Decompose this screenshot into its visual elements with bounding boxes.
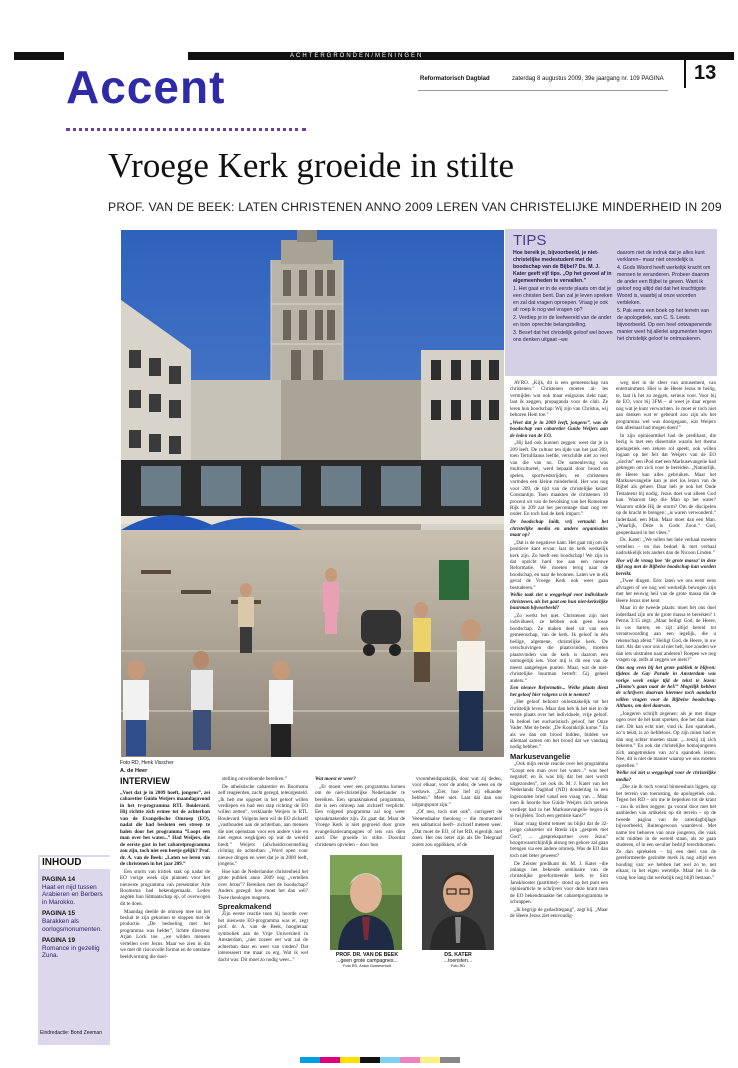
paragraph: „Hij had ook kunnen zeggen: weet dat je in 209 leeft. De cultuur ten tijde van het jaar 209, toen Tertullianus leefde, verschilde niet zo veel van die van nu. De samenleving was multicultureel, werd bepaald door brood en spelen, sportwedstrijden, en christenen vormden een kleine minderheid. Het was nog voor 209, de tijd van de christelijke keizer Constantijn. Toen maakten de christenen 10 procent uit van de bevolking van het Romeinse Rijk in 209 zat het percentage daar nog ver onder. En toch had de kerk impact.” xyxy=(510,440,608,518)
article-column-4 xyxy=(412,776,502,850)
tip-item: 1. Het gaat er in de eerste plaats om dat je een christen bent. Dan zal je leven spreken en zal dat vragen oproepen. Vraag je ook af: roep ik nog wel vragen op? xyxy=(513,286,613,313)
paragraph: weg niet in de sfeer van amusement, van entertainment. Hier is de Heere Jezus te heilig, te, laat ik het zo zeggen, serieus voor. Voor bij de EO, voor bij 3FM – al weet je daar ergens nog wat je kunt verwachten. Je moet er toch niet aan denken wat er gebeurd zou zijn als het programma wel was doorgegaan, wat Weijers dan allemaal had mogen doen!” xyxy=(616,380,716,432)
paragraph: vroomheidspraktijk, door wat zij deden, voor elkaar, voor de ander, de wees en de weduwe. „Ziet, hoe lief zij elkander hebben.” Meer niet. Laat dát dan ons uitgangspunt zijn.” xyxy=(412,776,502,808)
inhoud-page: PAGINA 15 xyxy=(42,910,76,918)
inhoud-item xyxy=(42,910,108,933)
headline: Vroege Kerk groeide in stilte xyxy=(108,146,515,185)
tips-title: TIPS xyxy=(513,232,547,249)
interview-question: Een nieuwe Reformatie... Welke plaats dient het geloof hier volgens u in te nemen? xyxy=(510,685,608,698)
paragraph: „Twee dingen. Eén: laten we ons eerst eens afvragen of we nog wel werkelijk bewogen zijn met het eeuwig heil van de grote massa die de Heere Jezus niet kent. xyxy=(616,578,716,604)
paragraph: De Zeister predikant ds. M. J. Kater –die onlangs het bekende seminaire van de christelijke gereformeerde kerk te Sint Jansklooster (parttime)– stond op het punt een opiniearticle te schrijven voor deze krant toen de EO bekendmaakte het cabaretprogramma te schrappen. xyxy=(510,860,608,906)
paragraph: „Het geloof behoort onlosmakelijk tot het christelijk leven. Maar dan heb ik het niet in de eerste plaats over het individuele, vrije geloof. Ik bedoel het eucharistisch geloof, het Onze Vader. Met de bede: „De Koninkrijk kome.” En als we dan om brood bidden, bidden we allemaal samen om het brood dat we vandaag nodig hebben.” xyxy=(510,699,608,751)
portrait-kater xyxy=(422,855,494,950)
accent-divider xyxy=(66,128,306,131)
caption-kater xyxy=(413,952,503,968)
paragraph: AVRO. „Kijk, dit is een gemeenschap van christenen.” Christenen moeten al- les vermijden wat ook maar enigszins riekt naar, laat ik zeggen, propaganda voor de club. Ze leren hun boodschap: Wij zijn van Christus, wij behoren Hem toe.” xyxy=(510,380,608,419)
paragraph: „Of neo, toch niet ook”, corrigeert de Veenendaalse theoloog – die momenteel een sabbatical heeft– zichzelf meteen weer. „Dat moet de EO, of het RD, eigenlijk niet doen. Het ons beter zijn als De Telegraaf zoiets zou opplikken, of de xyxy=(412,809,502,848)
paragraph: Maandag deelde de omroep mee tot het besluit te zijn gekomen te stoppen met de productie. „De bedoeling met het programma was helder”, lichtte directeur Arjan Lock toe. „we wilden mensen vertellen over Jezus. Maar we zien in dat we met dit risicovolle format en de ontstane beeldvorming die doel- xyxy=(120,908,210,960)
header-rule xyxy=(418,90,668,91)
paragraph: „Dat is de negatieve kant. Het gaat mij om de positieve kant ervan: laat de kerk werkelijk kerk zijn. Zo heeft een boodschap! We zijn in dat opzicht hard toe aan een nieuwe Reformatie. We moeten terug naar de boodschap, en naar de bronnen. Laten we in elk geval de Vroege Kerk ook weer gaan bestuderen.” xyxy=(510,539,608,591)
main-photo xyxy=(121,230,504,757)
portrait-photo xyxy=(330,855,402,950)
paragraph: In zijn opiniearttikel had de predikant, die bezig is met een dissertatie waarin het thema apologetiek een zekere rol speelt, ook willen ingaan op het feit dat Weijers van de EO „slechts” een iPod met een Markusevangelie had gekregen om zich voor te bereiden. „Natuurlijk, de Heere kan alles gebruiken. Maar het Markusevangelie kan je niet los lezen van de Bijbel als geheel. Daar heb je ook het Oude Testament bij nodig. Jezus doet wat alleen God kan. Waarom liep die Man op het water? Waarom stilde Hij de storm? Om de discipelen op de kracht te brengen: „is waren verwonderd.” Inderdaad, een Man. Maar moet dan een Man. „Waarlijk, Deze is Gods Zoon.” God, geopenbaard in het vlees.” xyxy=(616,432,716,536)
caption-name: DS. KATER xyxy=(444,952,472,958)
article-lead: „Voet dat je in 2009 hoeft, jongens”, zei cabaretier Guido Weijers maandagavond in het tv-programma RTL Boulevard. Hij richtte zich ermee tot de achterban van de Evangelische Omroep (EO), nadat die had besloten een streep te halen door het programma “Loopt een man over het water...” Had Weijers, die de eerste gast in het cabaretprogramma zou zijn, toch niet een beetje gelijk? Prof. dr. A. van de Beek: „Laten we leren van de christenen in het jaar 209.” xyxy=(120,790,210,867)
photo-credit: Foto RD, Henk Visscher xyxy=(120,760,174,766)
paragraph: „Ook mijn eerste reactie over het programma “Loopt een man over het water...” was heel negatief; en ik was blij dat het niet wordt uitgezonden”, zei ook ds. M. J. Kater van het Nederlands Dagblad (ND) donderdag in een ingezonden brief vanaf een vraag van ... Maar toen ik hoorde hoe Guido Weijers zich serieus verdiept had in het Markusevangelie begon ik te twijfelen. Toch een gemiste kans?” xyxy=(510,761,608,819)
paragraph: stelling onvoldoende bereiken.” xyxy=(222,776,287,782)
paragraph: Hoe kan de Nederlandse christenheid het grote publiek anno 2009 nog „vertellen over Jezus”? Bereiken met de boodschap? Anders gezegd: hoe moet het dan wél? Twee theologen reageren. xyxy=(218,868,308,901)
interview-question: Wat moest er weer? xyxy=(315,776,356,782)
caption-credit: Foto RD, Anton Dommerholt xyxy=(343,964,391,968)
column-subheading: Spreakmakend xyxy=(218,901,272,911)
tips-intro: Hoe bereik je, bijvoorbeeld, je niet-christelijke medestudent met de boodschap van de Bijbel? Ds. M. J. Kater geeft vijf tips. „Op het gevoel af in algemeenheden te vervallen.” xyxy=(513,250,612,284)
section-label: ACHTERGRONDEN/MENINGEN xyxy=(290,53,424,59)
interview-question: Hoe wij de vraag hoe ‘de grote massa’ in deze tijd nog met de Bijbelse boodschap kan worden bereikt. xyxy=(616,557,716,577)
inhoud-item xyxy=(42,876,108,906)
interview-question: Ons nog even bij het grote publiek te blijven: tijdens de Gay Parade in Amsterdam was vorige week enige tijd de tekst te lezen: „Homo’s gaan naar de hel!” Mogelijk hebben de schrijvers daarvan hiermee toch aandacht willen vragen voor de Bijbelse boodschap. Althans, om deel daarvan. xyxy=(616,664,716,710)
caption-van-de-beek xyxy=(322,952,412,968)
inhoud-item xyxy=(42,937,108,960)
editor-credit: Eindredactie: Bond Zeeman xyxy=(40,1030,102,1036)
inhoud-list xyxy=(42,876,108,960)
page-number: 13 xyxy=(694,62,717,84)
byline: A. de Heer xyxy=(120,768,148,774)
accent-title: Accent xyxy=(66,61,226,113)
portrait-photo xyxy=(422,855,494,950)
paragraph: Een storm van kritiek stak op nadat de EO vorige week zijn plannen voor het nieuwste programma van presentator Arie Boomsma had bekendgemaakt. Leden zegden hun lidmaatschap op, of overwogen dit te doen. xyxy=(120,868,210,907)
interview-question: Welke rol ziet u weggelegd voor de christelijke media? xyxy=(616,770,716,783)
tip-item: 5. Pak eens een boek op het terrein van de apologetiek, van C. S. Lewis bijvoorbeeld. Op een heel ontwapenende manier weet hij allerlei argumenten tegen het christelijk geloof te ontmaskeren. xyxy=(617,308,712,342)
paragraph: Maar in de tweede plaats: moet het ons doel inderdaad zijn om de grote massa te bereiken? 1 Petrus 3:15 zegt: „Maar heiligt God, de Heere, in uw harten, en zijt altijd bereid tot verantwoording aan een iegelijk, die u rekenschap afeist.” Heiligt God, de Heere, in uw hart. Als dat voor ons al niet helt, hoe zouden we dan iets uitstralen naar anderen? Roepen we nog vragen op, zelfs al zeggen we niets?” xyxy=(616,605,716,663)
paragraph: De atheïstische cabaretier en Boomsma zelf reageerden, zacht gezegd, teleurgesteld. „Ik heb me opgezet in het geloof willen verdiepen en had een stap richting de EO willen zetten”, verklaarde Weijers in RTL Boulevard. Volgens hem wil de EO zichzelf „vastbouden aan de achterban, aan mensen die niet openstaan voor een andere visie en niet ergens wegkijpen op wat de wereld biedt.” Weijers (afscheidsvoorstelling richting de achterban: „Word open voor nieuwe dingen en weet dat je in 2009 leeft, jongens.” xyxy=(218,783,308,868)
tips-column-1 xyxy=(513,250,613,346)
caption-quote: ...toeristen... xyxy=(443,958,473,964)
paper-name: Reformatorisch Dagblad xyxy=(420,76,490,82)
paragraph: Ds. Kater: „We tullen het hele verhaal moeten vertellen – en dus bedoel ik met verhaal nadrukkelijk iets anders dan de Nicoon Linden.” xyxy=(616,537,716,557)
paragraph: „Die zie ik toch vooral binnenshuis liggen, op het terrein van toerusting, de apologetiek ook. Tegen het RD – om me te beperken tot de krant – zou ik willen zeggen: ga vooral door met het aanbieden van artikelen op dit terrein – op de tweede pagina van de zaterdagbijlage bijvoorbeeld, Buitengewoon waardevol. Met name ten behoeve van onze jongeren, die vaak echt midden in de wereld staan, als ze gaan studeren, of in een seculier bedrijf terechtkomen. Ze dan sprekelen – bij een deel van de gereformeerde gezindte merk ik nog altijd een houding van: we hebben het wel zo te, net elkaar, in het eigen wereldje. Maar het is de vraag hoe lang dat werkelijk nog blijft bestaan.” xyxy=(616,784,716,881)
print-marks xyxy=(300,1057,460,1063)
interview-question: „Weet dat je in 2009 leeft, jongens”, was de boodschap van cabaretier Guido Weijers aan de leden van de EO. xyxy=(510,419,608,439)
inhoud-text: Haat en nijd tussen Arabieren en Berbers in Marokko. xyxy=(42,883,103,906)
tip-item: 2. Verdiep je in de leefwereld van de ander en toon oprechte belangstelling. xyxy=(513,315,612,329)
interview-question: De boodschap luidt, vrij vertaald: het christelijke media en andere organisaties maar op? xyxy=(510,519,608,538)
portrait-van-de-beek xyxy=(330,855,402,950)
tip-item: 4. Gods Woord heeft werkelijk kracht om mensen te veranderen. Probeer daarom de ander een Bijbel te geven. Want ik geloof nog altijd dat dat het krachtigste Woord is, waarbij al onze woorden verbleken. xyxy=(617,265,711,306)
subhead: PROF. VAN DE BEEK: LATEN CHRISTENEN ANNO 2009 LEREN VAN CHRISTELIJKE MINDERHEID IN 209 xyxy=(108,200,722,214)
article-column-1 xyxy=(120,790,210,1050)
paragraph: „Ik begrijp de gedachtegang”, zegt hij. „Maar de Heere Jezus ziet eenvoudig- xyxy=(510,906,608,920)
paragraph: „Zo werkt het niet. Christenen zijn niet individueel, ze hebben ook geen losse boodschap. Ze maken deel uit van een gemeenschap, van de kerk. Ik geloof in één heilige, algemene, christelijke kerk. De verschuivingen die plaatsvinden, moeten plaatsvinden van de kerk is daarom een onmogelijk iets. Voor mij is dit een van de meest aangelegen punten. Maar, wat de niet-christelijke buurman betreft: Gij geheel anders.” xyxy=(510,612,608,684)
kicker: INTERVIEW xyxy=(120,776,170,786)
tips-column-2 xyxy=(617,250,713,344)
inhoud-title: INHOUD xyxy=(40,857,110,869)
paragraph: „Jongeren schrijft zegenen: als je met dinge ogen over de hel kunt spreken, doe het dan maar niet. Dit kan echt niet, vind ik. Een spandoek, zo’n tekst, is zó liefdeloos. Op zijn minst had er dan nog achter moeten staan: „...tenzij zij zich bekeren.” En ook dat christelijke homojongeren zich aangetrokken van zo’n spandoek lezen. Nee, dit is niet de manier waarop we ons moeten opstellen.” xyxy=(616,710,716,769)
page-number-box xyxy=(684,60,732,88)
issue-info: zaterdag 8 augustus 2009, 39e jaargang nr. 109 PAGINA xyxy=(512,76,664,82)
paragraph: Zijn eerste reactie toen hij hoorde over het nieuwste EO-programma was er, zegt prof. dr. A. van de Beek, hoogleraar symboliek aan de Vrije Universiteit in Amsterdam, „niet zozeer eer wat zal de achterban daar en weer van vinden? Dat interesseert me maar zo erg. Wat ik wel dacht was: Dit moet zo nodig weer...” xyxy=(218,911,308,963)
caption-name: PROF. DR. VAN DE BEEK xyxy=(335,952,399,958)
interview-question: Welke taak ziet u weggelegd voor individuele christenen, als het gaat om hun niet-kerkelijke buurman bijvoorbeeld? xyxy=(510,592,608,612)
church-tower-photo xyxy=(121,230,504,757)
inhoud-page: PAGINA 19 xyxy=(42,937,76,945)
paragraph: „Er moest weer een programma komen om de niet-christelijke Nederlander te bereiken. Een spraakmakend programma, dat is een omroep aan zichzelf verplicht. Een volgend programma zal nog weer spraakmakender zijn. Zo gaat dat. Maar de Vroege Kerk is niet gegroeid door grote evangelisatiecampagnes of iets van dien aard. Die groeide in stilte. Doordat christenen opvielen – door hun xyxy=(315,783,405,848)
article-column-5 xyxy=(510,380,608,1048)
article-column-2 xyxy=(218,776,308,1051)
inhoud-page: PAGINA 14 xyxy=(42,876,76,883)
article-column-3 xyxy=(315,776,405,850)
tip-item: daarom niet de indruk dat je alles kunt verklaren– maar niet onredelijk is. xyxy=(617,250,705,263)
caption-quote: ...geen grote campagnes... xyxy=(336,958,398,964)
caption-credit: Foto RD xyxy=(450,964,466,968)
inhoud-text: Barakken als oorlogsmonumenten. xyxy=(42,917,103,933)
tip-item: 3. Besef dat het christelijk geloof wel boven ons denken uitgaat –we xyxy=(513,330,613,344)
column-subheading: Markusevangelie xyxy=(510,751,571,761)
inhoud-text: Romance in gezellig Zuna. xyxy=(42,944,100,960)
article-column-6 xyxy=(616,380,716,1048)
paragraph: Haar vraag klemt temeer nu blijkt dat de 32-jarige cabaretier uit Breda zijn „gesprek met God”, ... „gesprekspartner over Jezus” hoogstwaarschijnlijk alsnog ten gehore zal gaan brengen via een andere omroep. Was de EO dan toch niet beter geweest? xyxy=(510,820,608,859)
